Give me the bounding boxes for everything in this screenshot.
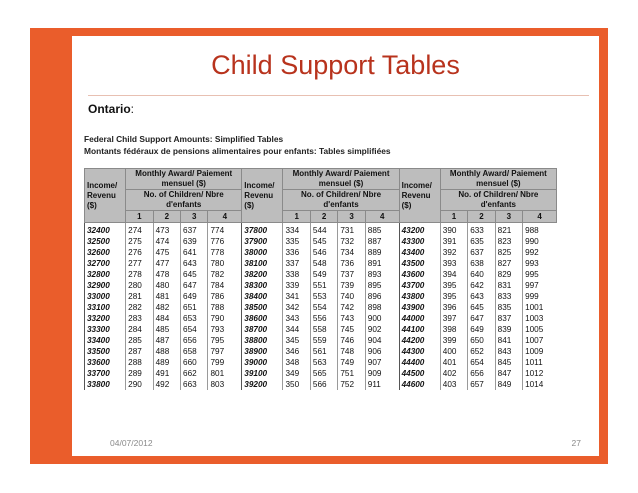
award-cell: 835 <box>495 302 522 313</box>
award-cell: 647 <box>181 280 208 291</box>
award-cell: 280 <box>126 280 153 291</box>
income-cell: 32400 <box>85 223 126 237</box>
award-cell: 887 <box>365 236 399 247</box>
award-cell: 1007 <box>523 335 557 346</box>
award-cell: 348 <box>283 357 310 368</box>
award-cell: 837 <box>495 313 522 324</box>
child-count-3: 3 <box>338 211 365 223</box>
child-count-3: 3 <box>495 211 522 223</box>
award-cell: 647 <box>468 313 495 324</box>
award-cell: 1001 <box>523 302 557 313</box>
award-cell: 645 <box>468 302 495 313</box>
award-cell: 288 <box>126 357 153 368</box>
award-cell: 651 <box>181 302 208 313</box>
child-support-table-viewport <box>84 168 557 426</box>
award-cell: 639 <box>181 236 208 247</box>
table-row <box>85 335 557 346</box>
income-cell: 38500 <box>242 302 283 313</box>
monthly-award-header: Monthly Award/ Paiement mensuel ($) <box>126 169 242 190</box>
child-count-4: 4 <box>365 211 399 223</box>
award-cell: 654 <box>468 357 495 368</box>
income-cell: 43900 <box>399 302 440 313</box>
award-cell: 732 <box>338 236 365 247</box>
award-cell: 743 <box>338 313 365 324</box>
award-cell: 474 <box>153 236 180 247</box>
child-count-1: 1 <box>440 211 467 223</box>
award-cell: 395 <box>440 291 467 302</box>
award-cell: 402 <box>440 368 467 379</box>
award-cell: 992 <box>523 247 557 258</box>
slide <box>72 36 599 456</box>
award-cell: 1012 <box>523 368 557 379</box>
title-divider <box>88 95 589 96</box>
income-cell: 33000 <box>85 291 126 302</box>
income-cell: 33700 <box>85 368 126 379</box>
footer-date: 04/07/2012 <box>110 438 153 448</box>
award-cell: 484 <box>153 313 180 324</box>
award-cell: 276 <box>126 247 153 258</box>
award-cell: 274 <box>126 223 153 237</box>
award-cell: 827 <box>495 258 522 269</box>
award-cell: 489 <box>153 357 180 368</box>
award-cell: 398 <box>440 324 467 335</box>
award-cell: 752 <box>338 379 365 390</box>
income-cell: 38700 <box>242 324 283 335</box>
children-count-header: No. of Children/ Nbre d'enfants <box>126 190 242 211</box>
award-cell: 656 <box>181 335 208 346</box>
table-row <box>85 280 557 291</box>
province-label <box>88 102 134 116</box>
award-cell: 907 <box>365 357 399 368</box>
award-cell: 641 <box>181 247 208 258</box>
award-cell: 1003 <box>523 313 557 324</box>
award-cell: 394 <box>440 269 467 280</box>
award-cell: 346 <box>283 346 310 357</box>
income-cell: 43600 <box>399 269 440 280</box>
table-row <box>85 324 557 335</box>
income-column-header: Income/ Revenu ($) <box>85 169 126 223</box>
award-cell: 553 <box>310 291 337 302</box>
award-cell: 839 <box>495 324 522 335</box>
award-cell: 338 <box>283 269 310 280</box>
award-cell: 739 <box>338 280 365 291</box>
award-cell: 748 <box>338 346 365 357</box>
award-cell: 649 <box>181 291 208 302</box>
award-cell: 891 <box>365 258 399 269</box>
award-cell: 278 <box>126 269 153 280</box>
award-cell: 778 <box>208 247 242 258</box>
child-count-4: 4 <box>523 211 557 223</box>
income-cell: 43200 <box>399 223 440 237</box>
award-cell: 649 <box>468 324 495 335</box>
award-cell: 393 <box>440 258 467 269</box>
award-cell: 391 <box>440 236 467 247</box>
award-cell: 885 <box>365 223 399 237</box>
income-cell: 39100 <box>242 368 283 379</box>
award-cell: 559 <box>310 335 337 346</box>
award-cell: 281 <box>126 291 153 302</box>
income-cell: 38900 <box>242 346 283 357</box>
award-cell: 1005 <box>523 324 557 335</box>
award-cell: 488 <box>153 346 180 357</box>
award-cell: 350 <box>283 379 310 390</box>
award-cell: 549 <box>310 269 337 280</box>
award-cell: 849 <box>495 379 522 390</box>
award-cell: 546 <box>310 247 337 258</box>
income-cell: 38400 <box>242 291 283 302</box>
child-count-2: 2 <box>468 211 495 223</box>
award-cell: 390 <box>440 223 467 237</box>
award-cell: 397 <box>440 313 467 324</box>
award-cell: 289 <box>126 368 153 379</box>
award-cell: 745 <box>338 324 365 335</box>
award-cell: 896 <box>365 291 399 302</box>
award-cell: 277 <box>126 258 153 269</box>
award-cell: 803 <box>208 379 242 390</box>
award-cell: 988 <box>523 223 557 237</box>
award-cell: 284 <box>126 324 153 335</box>
award-cell: 548 <box>310 258 337 269</box>
child-count-1: 1 <box>126 211 153 223</box>
income-cell: 32600 <box>85 247 126 258</box>
award-cell: 737 <box>338 269 365 280</box>
award-cell: 774 <box>208 223 242 237</box>
award-cell: 829 <box>495 269 522 280</box>
award-cell: 561 <box>310 346 337 357</box>
award-cell: 736 <box>338 258 365 269</box>
award-cell: 909 <box>365 368 399 379</box>
award-cell: 997 <box>523 280 557 291</box>
award-cell: 993 <box>523 258 557 269</box>
award-cell: 395 <box>440 280 467 291</box>
monthly-award-header: Monthly Award/ Paiement mensuel ($) <box>440 169 556 190</box>
award-cell: 731 <box>338 223 365 237</box>
award-cell: 345 <box>283 335 310 346</box>
award-cell: 638 <box>468 258 495 269</box>
table-row <box>85 291 557 302</box>
award-cell: 833 <box>495 291 522 302</box>
award-cell: 658 <box>181 346 208 357</box>
award-cell: 660 <box>181 357 208 368</box>
income-cell: 43800 <box>399 291 440 302</box>
award-cell: 334 <box>283 223 310 237</box>
income-cell: 38000 <box>242 247 283 258</box>
award-cell: 746 <box>338 335 365 346</box>
income-cell: 44400 <box>399 357 440 368</box>
table-row <box>85 258 557 269</box>
award-cell: 396 <box>440 302 467 313</box>
award-cell: 823 <box>495 236 522 247</box>
award-cell: 475 <box>153 247 180 258</box>
award-cell: 793 <box>208 324 242 335</box>
award-cell: 825 <box>495 247 522 258</box>
award-cell: 821 <box>495 223 522 237</box>
award-cell: 283 <box>126 313 153 324</box>
award-cell: 563 <box>310 357 337 368</box>
award-cell: 290 <box>126 379 153 390</box>
income-cell: 44300 <box>399 346 440 357</box>
income-column-header: Income/ Revenu ($) <box>242 169 283 223</box>
award-cell: 337 <box>283 258 310 269</box>
award-cell: 749 <box>338 357 365 368</box>
award-cell: 1009 <box>523 346 557 357</box>
award-cell: 637 <box>468 247 495 258</box>
income-cell: 43700 <box>399 280 440 291</box>
award-cell: 751 <box>338 368 365 379</box>
income-cell: 43400 <box>399 247 440 258</box>
award-cell: 287 <box>126 346 153 357</box>
income-cell: 38800 <box>242 335 283 346</box>
award-cell: 990 <box>523 236 557 247</box>
award-cell: 485 <box>153 324 180 335</box>
table-heading-french: Montants fédéraux de pensions alimentaires pour enfants: Tables simplifiées <box>84 146 391 156</box>
award-cell: 642 <box>468 280 495 291</box>
award-cell: 336 <box>283 247 310 258</box>
monthly-award-header: Monthly Award/ Paiement mensuel ($) <box>283 169 399 190</box>
award-cell: 487 <box>153 335 180 346</box>
award-cell: 784 <box>208 280 242 291</box>
table-row <box>85 379 557 390</box>
province-colon: : <box>130 102 135 116</box>
award-cell: 491 <box>153 368 180 379</box>
income-cell: 32900 <box>85 280 126 291</box>
income-cell: 44500 <box>399 368 440 379</box>
award-cell: 650 <box>468 335 495 346</box>
award-cell: 843 <box>495 346 522 357</box>
award-cell: 477 <box>153 258 180 269</box>
income-cell: 32800 <box>85 269 126 280</box>
award-cell: 401 <box>440 357 467 368</box>
award-cell: 845 <box>495 357 522 368</box>
income-cell: 32500 <box>85 236 126 247</box>
income-cell: 38600 <box>242 313 283 324</box>
award-cell: 652 <box>468 346 495 357</box>
award-cell: 656 <box>468 368 495 379</box>
award-cell: 637 <box>181 223 208 237</box>
income-cell: 32700 <box>85 258 126 269</box>
award-cell: 392 <box>440 247 467 258</box>
award-cell: 544 <box>310 223 337 237</box>
income-cell: 44100 <box>399 324 440 335</box>
award-cell: 662 <box>181 368 208 379</box>
income-cell: 38200 <box>242 269 283 280</box>
income-cell: 33300 <box>85 324 126 335</box>
award-cell: 654 <box>181 324 208 335</box>
child-count-2: 2 <box>310 211 337 223</box>
award-cell: 492 <box>153 379 180 390</box>
award-cell: 643 <box>468 291 495 302</box>
award-cell: 1014 <box>523 379 557 390</box>
income-cell: 43500 <box>399 258 440 269</box>
award-cell: 893 <box>365 269 399 280</box>
award-cell: 740 <box>338 291 365 302</box>
table-row <box>85 302 557 313</box>
slide-title: Child Support Tables <box>211 50 460 80</box>
income-cell: 33600 <box>85 357 126 368</box>
award-cell: 799 <box>208 357 242 368</box>
income-cell: 37800 <box>242 223 283 237</box>
child-count-4: 4 <box>208 211 242 223</box>
award-cell: 349 <box>283 368 310 379</box>
award-cell: 558 <box>310 324 337 335</box>
income-cell: 38300 <box>242 280 283 291</box>
table-row <box>85 368 557 379</box>
award-cell: 551 <box>310 280 337 291</box>
award-cell: 640 <box>468 269 495 280</box>
award-cell: 797 <box>208 346 242 357</box>
award-cell: 995 <box>523 269 557 280</box>
award-cell: 344 <box>283 324 310 335</box>
award-cell: 841 <box>495 335 522 346</box>
award-cell: 790 <box>208 313 242 324</box>
award-cell: 282 <box>126 302 153 313</box>
award-cell: 776 <box>208 236 242 247</box>
award-cell: 554 <box>310 302 337 313</box>
child-count-2: 2 <box>153 211 180 223</box>
award-cell: 335 <box>283 236 310 247</box>
income-column-header: Income/ Revenu ($) <box>399 169 440 223</box>
award-cell: 275 <box>126 236 153 247</box>
award-cell: 566 <box>310 379 337 390</box>
income-cell: 43300 <box>399 236 440 247</box>
award-cell: 481 <box>153 291 180 302</box>
award-cell: 653 <box>181 313 208 324</box>
income-cell: 44200 <box>399 335 440 346</box>
award-cell: 556 <box>310 313 337 324</box>
award-cell: 545 <box>310 236 337 247</box>
table-row <box>85 236 557 247</box>
award-cell: 285 <box>126 335 153 346</box>
award-cell: 399 <box>440 335 467 346</box>
award-cell: 734 <box>338 247 365 258</box>
income-cell: 33400 <box>85 335 126 346</box>
award-cell: 780 <box>208 258 242 269</box>
award-cell: 786 <box>208 291 242 302</box>
child-count-3: 3 <box>181 211 208 223</box>
award-cell: 911 <box>365 379 399 390</box>
table-row <box>85 346 557 357</box>
award-cell: 902 <box>365 324 399 335</box>
award-cell: 400 <box>440 346 467 357</box>
child-count-1: 1 <box>283 211 310 223</box>
award-cell: 788 <box>208 302 242 313</box>
income-cell: 44600 <box>399 379 440 390</box>
province-name: Ontario <box>88 102 131 116</box>
award-cell: 895 <box>365 280 399 291</box>
income-cell: 44000 <box>399 313 440 324</box>
children-count-header: No. of Children/ Nbre d'enfants <box>440 190 556 211</box>
award-cell: 906 <box>365 346 399 357</box>
income-cell: 33100 <box>85 302 126 313</box>
page-number: 27 <box>571 438 581 448</box>
award-cell: 795 <box>208 335 242 346</box>
award-cell: 339 <box>283 280 310 291</box>
income-cell: 39200 <box>242 379 283 390</box>
table-heading-english: Federal Child Support Amounts: Simplified Tables <box>84 134 284 144</box>
award-cell: 633 <box>468 223 495 237</box>
award-cell: 657 <box>468 379 495 390</box>
income-cell: 33200 <box>85 313 126 324</box>
income-cell: 33500 <box>85 346 126 357</box>
award-cell: 478 <box>153 269 180 280</box>
award-cell: 782 <box>208 269 242 280</box>
award-cell: 889 <box>365 247 399 258</box>
award-cell: 900 <box>365 313 399 324</box>
award-cell: 904 <box>365 335 399 346</box>
award-cell: 565 <box>310 368 337 379</box>
award-cell: 342 <box>283 302 310 313</box>
award-cell: 403 <box>440 379 467 390</box>
award-cell: 341 <box>283 291 310 302</box>
award-cell: 643 <box>181 258 208 269</box>
award-cell: 482 <box>153 302 180 313</box>
award-cell: 898 <box>365 302 399 313</box>
table-row <box>85 223 557 237</box>
award-cell: 473 <box>153 223 180 237</box>
award-cell: 343 <box>283 313 310 324</box>
income-cell: 39000 <box>242 357 283 368</box>
income-cell: 37900 <box>242 236 283 247</box>
award-cell: 1011 <box>523 357 557 368</box>
award-cell: 645 <box>181 269 208 280</box>
income-cell: 38100 <box>242 258 283 269</box>
table-row <box>85 269 557 280</box>
table-row <box>85 247 557 258</box>
award-cell: 831 <box>495 280 522 291</box>
children-count-header: No. of Children/ Nbre d'enfants <box>283 190 399 211</box>
income-cell: 33800 <box>85 379 126 390</box>
award-cell: 999 <box>523 291 557 302</box>
award-cell: 742 <box>338 302 365 313</box>
award-cell: 663 <box>181 379 208 390</box>
award-cell: 847 <box>495 368 522 379</box>
award-cell: 480 <box>153 280 180 291</box>
table-row <box>85 357 557 368</box>
award-cell: 801 <box>208 368 242 379</box>
child-support-table <box>84 168 557 390</box>
table-row <box>85 313 557 324</box>
award-cell: 635 <box>468 236 495 247</box>
